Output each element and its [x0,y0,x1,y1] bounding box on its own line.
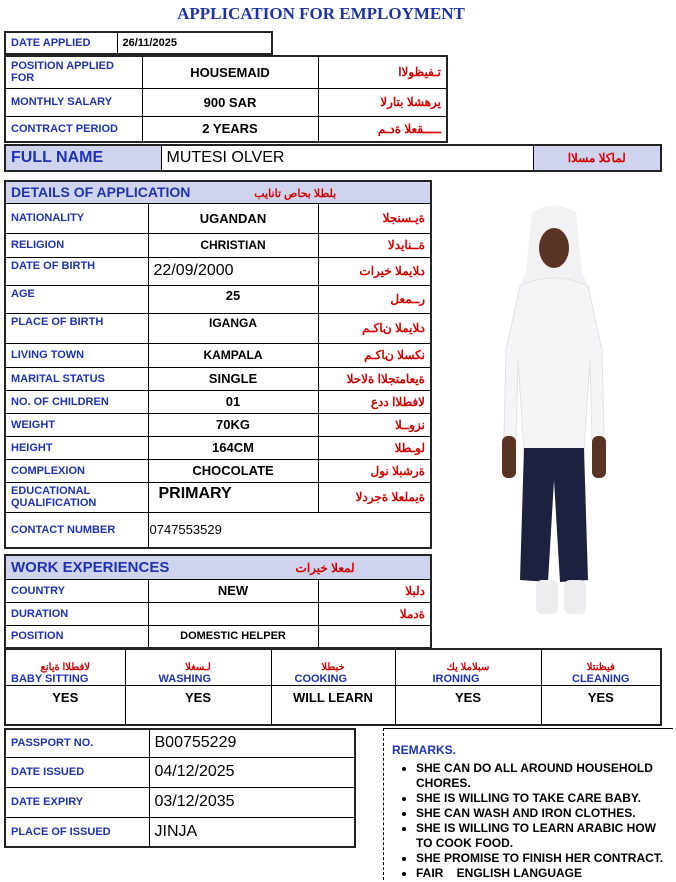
salary-label: MONTHLY SALARY [5,88,142,116]
skill-arabic: سبلاملا يك [446,661,490,673]
detail-arabic: دﻼيملا نﺎكـم [318,313,431,343]
work-arabic: ةدملا [318,602,431,625]
remarks-box [383,728,673,880]
detail-row [5,203,431,233]
skill-value: WILL LEARN [271,685,395,725]
detail-value: 70KG [148,413,318,436]
passport-row [5,817,355,847]
skill-arabic: لافطلاا ةيانع [40,661,90,673]
full-name-arabic: لماكلا مسلاا [533,145,661,171]
skill-value: YES [395,685,541,725]
applicant-photo [480,200,628,620]
skill-header [395,649,541,685]
remarks-item: • SHE IS WILLING TO TAKE CARE BABY. [416,791,669,806]
detail-row [5,482,431,512]
position-value: HOUSEMAID [142,56,318,88]
detail-label: EDUCATIONAL QUALIFICATION [5,482,148,512]
detail-arabic: نكسلا نﺎكـم [318,343,431,367]
detail-arabic: لافطلاا ددع [318,390,431,413]
full-name-table [4,144,662,172]
detail-row [5,436,431,459]
skills-table [4,648,662,726]
detail-row [5,390,431,413]
skill-header [5,649,125,685]
skill-header [541,649,661,685]
detail-row [5,413,431,436]
skill-header [271,649,395,685]
detail-value: 22/09/2000 [148,257,318,285]
detail-arabic: نزوــلا [318,413,431,436]
detail-row [5,459,431,482]
position-label: POSITION APPLIED FOR [5,56,142,88]
detail-row [5,367,431,390]
work-arabic: دلبلا [318,579,431,602]
passport-table [4,728,356,848]
detail-label: DATE OF BIRTH [5,257,148,285]
work-value [148,602,318,625]
passport-value: JINJA [149,817,355,847]
detail-label: RELIGION [5,233,148,257]
passport-value: B00755229 [149,729,355,757]
detail-value: 164CM [148,436,318,459]
work-arabic [318,625,431,648]
salary-value: 900 SAR [142,88,318,116]
detail-label: AGE [5,285,148,313]
work-row [5,602,431,625]
remarks-item: • FAIR ENGLISH LANGUAGE [416,866,669,881]
skill-arabic: لـسغلا [185,661,211,673]
detail-row [5,343,431,367]
detail-value: PRIMARY [148,482,318,512]
detail-value: 25 [148,285,318,313]
detail-label: MARITAL STATUS [5,367,148,390]
detail-arabic: ةــنايدلا [318,233,431,257]
detail-label: NATIONALITY [5,203,148,233]
detail-label: HEIGHT [5,436,148,459]
remarks-item: • SHE IS WILLING TO LEARN ARABIC HOW TO COOK FOOD. [416,821,669,851]
skill-arabic: خبطلا [321,661,345,673]
date-applied-table [4,31,273,55]
detail-label: NO. OF CHILDREN [5,390,148,413]
contract-label: CONTRACT PERIOD [5,116,142,142]
detail-label: WEIGHT [5,413,148,436]
detail-label: CONTACT NUMBER [5,512,148,548]
page-title: APPLICATION FOR EMPLOYMENT [177,4,465,23]
details-header-arabic: بلطلا بحاص تانايب [254,188,337,201]
skill-value: YES [5,685,125,725]
work-label: DURATION [5,602,148,625]
remarks-item: • SHE CAN WASH AND IRON CLOTHES. [416,806,669,821]
remarks-item: • SHE PROMISE TO FINISH HER CONTRACT. [416,851,669,866]
work-row [5,579,431,602]
skill-label: IRONING [432,672,480,685]
detail-label: COMPLEXION [5,459,148,482]
detail-row [5,512,431,548]
full-name-value: MUTESI OLVER [161,145,533,171]
detail-arabic: دﻼيملا خيرات [318,257,431,285]
detail-value: 01 [148,390,318,413]
date-applied-value: 26/11/2025 [117,32,272,54]
detail-value: UGANDAN [148,203,318,233]
detail-row [5,233,431,257]
details-header [5,181,431,203]
detail-value: KAMPALA [148,343,318,367]
passport-label: DATE EXPIRY [5,787,149,817]
passport-value: 04/12/2025 [149,757,355,787]
full-name-label: FULL NAME [5,145,161,171]
detail-row [5,285,431,313]
detail-label: LIVING TOWN [5,343,148,367]
detail-arabic: رــمعل [318,285,431,313]
contract-value: 2 YEARS [142,116,318,142]
detail-arabic: ةيـسنجلا [318,203,431,233]
detail-label: PLACE OF BIRTH [5,313,148,343]
skill-label: WASHING [158,672,212,685]
salary-arabic: يرهشلا بتارلا [318,88,447,116]
passport-label: PLACE OF ISSUED [5,817,149,847]
work-header [5,555,431,579]
detail-arabic: ةيملعلا ةجردلا [318,482,431,512]
remarks-title: REMARKS. [392,743,457,757]
skill-label: COOKING [294,672,348,685]
work-value: NEW [148,579,318,602]
details-header-label: DETAILS OF APPLICATION [11,184,191,201]
work-header-arabic: لمعلا خيرات [295,560,355,575]
skill-label: BABY SITTING [11,672,89,685]
skill-label: CLEANING [572,672,630,685]
detail-arabic: ةرشبلا نول [318,459,431,482]
detail-value: CHOCOLATE [148,459,318,482]
date-applied-label: DATE APPLIED [5,32,117,54]
passport-row [5,757,355,787]
passport-label: DATE ISSUED [5,757,149,787]
contract-arabic: ـــــقعلا ةدـم [318,116,447,142]
skill-arabic: فيظنتلا [586,661,615,673]
work-label: COUNTRY [5,579,148,602]
skill-value: YES [541,685,661,725]
skill-header [125,649,271,685]
detail-value: 0747553529 [148,512,431,548]
skill-value: YES [125,685,271,725]
detail-value: SINGLE [148,367,318,390]
passport-label: PASSPORT NO. [5,729,149,757]
detail-value: CHRISTIAN [148,233,318,257]
details-table [4,180,432,549]
remarks-item: • SHE CAN DO ALL AROUND HOUSEHOLD CHORES. [416,761,669,791]
work-label: POSITION [5,625,148,648]
detail-arabic: ةيعامتجلاا ةلاحلا [318,367,431,390]
passport-row [5,787,355,817]
applicant-photo-image [480,200,628,620]
detail-row [5,313,431,343]
work-row [5,625,431,648]
detail-row [5,257,431,285]
detail-arabic: لوـطلا [318,436,431,459]
position-table [4,55,448,143]
work-value: DOMESTIC HELPER [148,625,318,648]
passport-row [5,729,355,757]
work-header-label: WORK EXPERIENCES [11,558,170,576]
position-arabic: تـفيظوﻻا [318,56,447,88]
detail-value: IGANGA [148,313,318,343]
passport-value: 03/12/2035 [149,787,355,817]
remarks-list [392,761,669,881]
work-table [4,554,432,649]
